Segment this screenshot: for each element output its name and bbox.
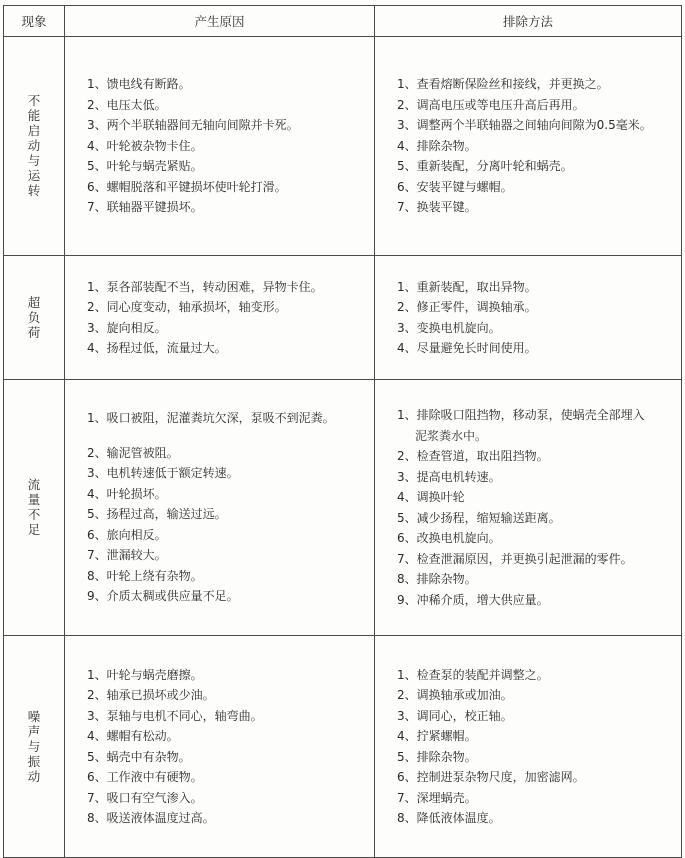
list-item: 7、吸口有空气渗入。 (87, 790, 203, 805)
symptom-cell (4, 256, 65, 380)
table-row (4, 256, 682, 380)
cause-cell (65, 256, 375, 380)
list-item: 4、螺帽有松动。 (87, 729, 179, 743)
list-item: 7、深埋蜗壳。 (397, 790, 477, 805)
cause-list (65, 74, 374, 218)
list-item: 2、修正零件，调换轴承。 (397, 300, 537, 314)
list-item: 8、降低液体温度。 (397, 811, 501, 825)
remedy-cell (375, 256, 682, 380)
list-item: 4、扬程过低，流量过大。 (87, 341, 227, 355)
cause-list (65, 665, 374, 829)
list-item: 2、轴承已损坏或少油。 (87, 688, 215, 702)
list-item: 5、叶轮与蜗壳紧贴。 (87, 159, 203, 174)
table-row (4, 380, 682, 636)
list-item: 6、旅向相反。 (87, 527, 167, 542)
list-item: 2、调高电压或等电压升高后再用。 (397, 97, 585, 112)
symptom-label: 噪声与振动 (27, 708, 41, 784)
list-item: 1、检查泵的装配并调整之。 (397, 667, 549, 682)
list-item: 6、改换电机旋向。 (397, 531, 501, 545)
symptom-label: 不能启动与运转 (27, 93, 41, 198)
list-item: 1、馈电线有断路。 (87, 77, 191, 92)
cause-cell (65, 37, 375, 256)
list-item: 6、安装平键与螺帽。 (397, 179, 513, 194)
remedy-cell (375, 380, 682, 636)
list-item: 4、尽量避免长时间使用。 (397, 341, 537, 355)
list-item: 4、拧紧螺帽。 (397, 729, 477, 743)
list-item: 5、排除杂物。 (397, 749, 477, 764)
remedy-list (375, 277, 681, 359)
symptom-label: 流量不足 (27, 477, 41, 537)
symptom-cell (4, 380, 65, 636)
list-item: 7、检查泄漏原因，并更换引起泄漏的零件。 (397, 551, 633, 566)
list-item: 1、泵各部装配不当，转动困难，异物卡住。 (87, 279, 323, 294)
list-item: 3、两个半联轴器间无轴向间隙并卡死。 (87, 118, 299, 133)
symptom-cell (4, 636, 65, 858)
list-item: 2、检查管道，取出阻挡物。 (397, 449, 549, 463)
remedy-list (375, 405, 681, 610)
list-item: 3、调整两个半联轴器之间轴向间隙为0.5毫米。 (397, 118, 652, 133)
cause-list (65, 408, 374, 607)
remedy-cell (375, 37, 682, 256)
list-item: 3、电机转速低于额定转速。 (87, 466, 239, 481)
list-item: 2、调换轴承或加油。 (397, 688, 513, 702)
list-item: 5、减少扬程，缩短输送距离。 (397, 510, 561, 525)
cause-cell (65, 380, 375, 636)
header-symptom: 现象 (4, 6, 65, 37)
list-item: 1、吸口被阻，泥灌粪坑欠深，泵吸不到泥粪。 (87, 411, 335, 426)
list-item: 1、叶轮与蜗壳磨擦。 (87, 667, 203, 682)
list-item: 2、电压太低。 (87, 97, 167, 112)
list-item: 5、扬程过高，输送过远。 (87, 507, 227, 522)
remedy-list (375, 665, 681, 829)
list-item: 4、叶轮损坏。 (87, 486, 167, 501)
cause-list (65, 277, 374, 359)
remedy-list (375, 74, 681, 218)
list-item: 9、冲稀介质，增大供应量。 (397, 592, 549, 607)
list-item: 3、调同心，校正轴。 (397, 708, 513, 723)
troubleshooting-table (3, 5, 682, 858)
cause-cell (65, 636, 375, 858)
list-item: 1、排除吸口阻挡物，移动泵，使蜗壳全部埋入 (397, 408, 645, 422)
list-item: 2、输泥管被阻。 (87, 445, 179, 460)
list-item: 3、提高电机转速。 (397, 469, 501, 484)
table-row (4, 636, 682, 858)
list-item: 4、调换叶轮 (397, 490, 465, 504)
header-cause: 产生原因 (65, 6, 375, 37)
list-item: 5、重新装配，分离叶轮和蜗壳。 (397, 159, 573, 174)
list-item-continuation: 泥浆粪水中。 (415, 428, 488, 443)
list-item: 3、泵轴与电机不同心，轴弯曲。 (87, 708, 263, 723)
list-item: 6、控制进泵杂物尺度，加密滤网。 (397, 770, 585, 784)
list-item: 1、重新装配，取出异物。 (397, 279, 537, 294)
list-item: 7、联轴器平键损坏。 (87, 200, 203, 215)
list-item: 9、介质太稠或供应量不足。 (87, 589, 239, 604)
remedy-cell (375, 636, 682, 858)
list-item: 8、吸送液体温度过高。 (87, 811, 215, 825)
list-item: 8、叶轮上绕有杂物。 (87, 568, 203, 583)
symptom-label: 超负荷 (27, 294, 41, 340)
list-item: 4、叶轮被杂物卡住。 (87, 138, 203, 153)
table-header-row (4, 6, 682, 37)
list-item: 8、排除杂物。 (397, 572, 477, 586)
list-item: 3、旋向相反。 (87, 320, 167, 335)
table-row (4, 37, 682, 256)
list-item: 6、工作液中有硬物。 (87, 770, 203, 784)
list-item: 2、同心度变动，轴承损坏，轴变形。 (87, 300, 287, 314)
header-remedy: 排除方法 (375, 6, 682, 37)
list-item: 1、查看熔断保险丝和接线，并更换之。 (397, 77, 609, 92)
list-item: 3、变换电机旋向。 (397, 320, 501, 335)
list-item: 5、蜗壳中有杂物。 (87, 749, 191, 764)
list-item: 6、螺帽脱落和平键损坏使叶轮打滑。 (87, 179, 287, 194)
symptom-cell (4, 37, 65, 256)
list-item: 7、泄漏较大。 (87, 548, 167, 563)
list-item: 4、排除杂物。 (397, 138, 477, 153)
list-item: 7、换装平键。 (397, 200, 477, 215)
